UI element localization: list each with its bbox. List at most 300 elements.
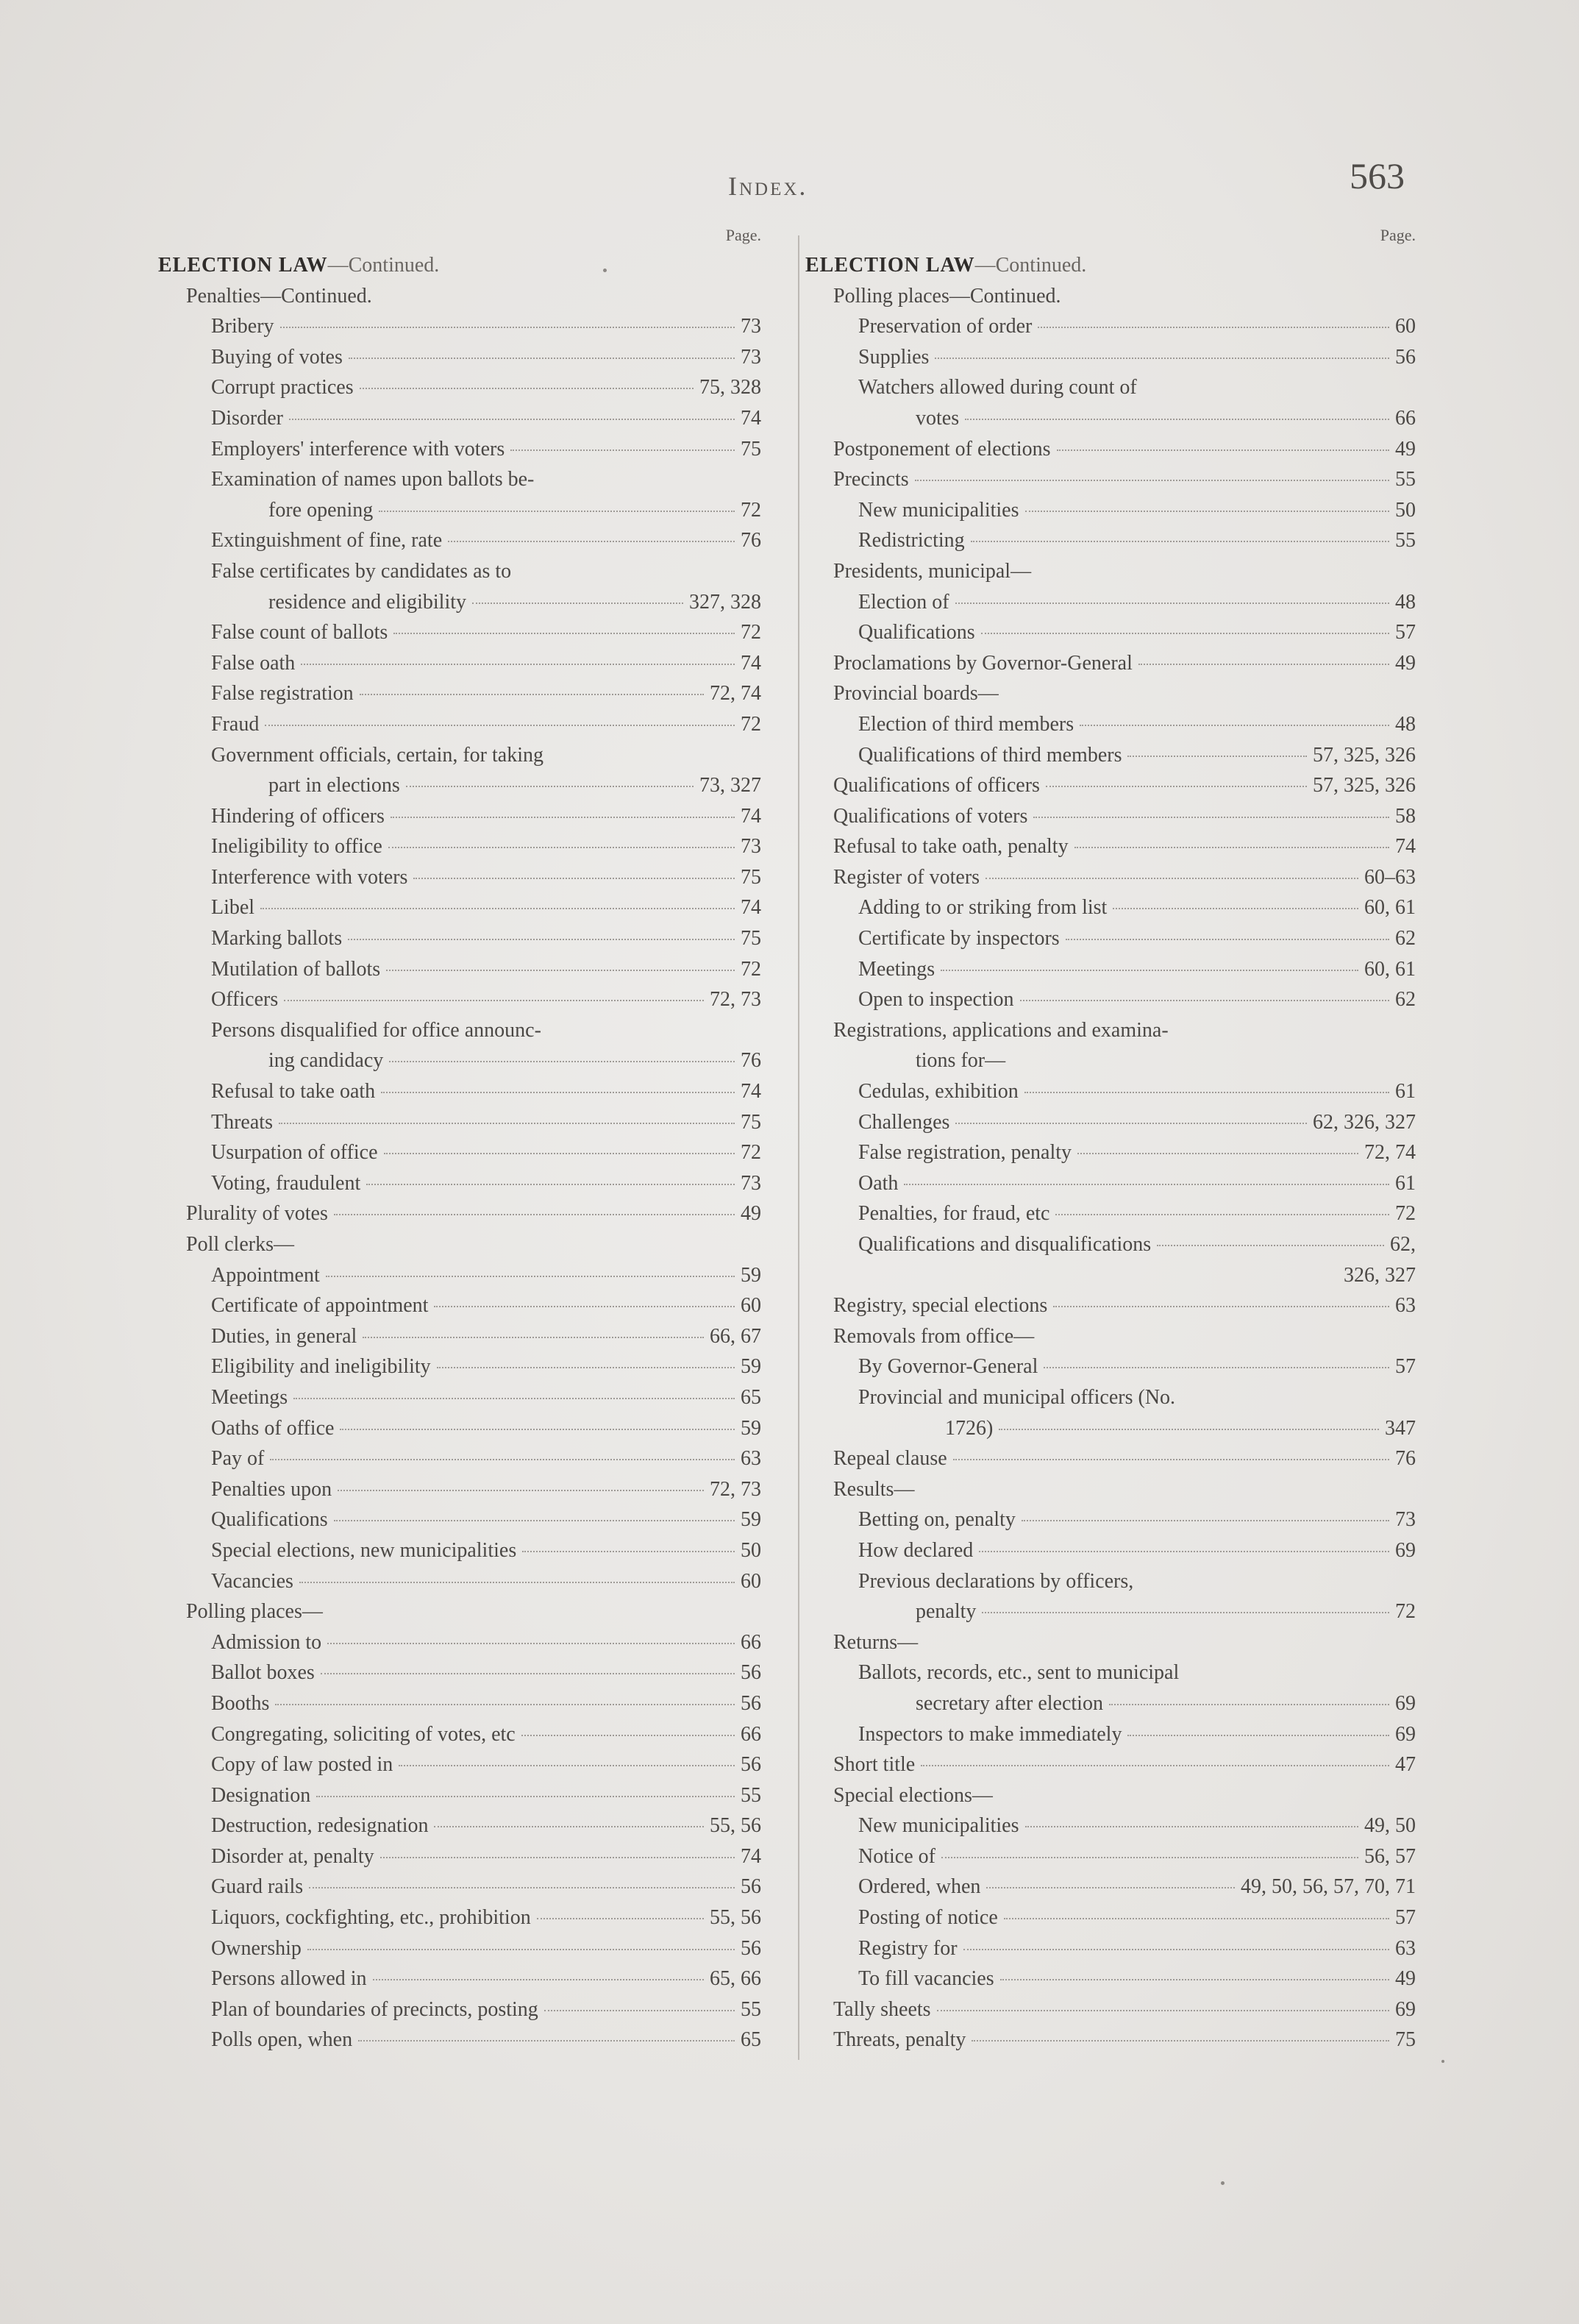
index-entry: [158, 1107, 761, 1138]
index-entry: [805, 801, 1416, 832]
entry-page-ref: 59: [741, 1263, 761, 1287]
entry-page-ref: 63: [1395, 1294, 1416, 1318]
index-entry: [158, 1657, 761, 1688]
dot-leader: [348, 939, 735, 940]
dot-leader: [982, 1612, 1389, 1613]
entry-page-ref: 72, 73: [710, 1477, 761, 1501]
entry-label: Vacancies: [211, 1569, 293, 1593]
page-label-left: Page.: [725, 226, 761, 244]
index-entry: [158, 1474, 761, 1505]
entry-page-ref: 62: [1395, 988, 1416, 1012]
entry-page-ref: 72, 74: [1364, 1141, 1416, 1165]
dot-leader: [434, 1306, 735, 1307]
entry-label: Booths: [211, 1691, 270, 1715]
entry-page-ref: 73: [1395, 1508, 1416, 1532]
entry-page-ref: 69: [1395, 1722, 1416, 1746]
dot-leader: [1066, 939, 1389, 940]
index-entry: [158, 1627, 761, 1658]
dot-leader: [326, 1276, 735, 1277]
paper-speck: [1441, 2060, 1444, 2063]
index-entry: [158, 495, 761, 526]
index-entry-label: Ballots, records, etc., sent to municipal: [858, 1661, 1180, 1685]
entry-label: Refusal to take oath: [211, 1080, 376, 1104]
entry-label: Qualifications of officers: [833, 774, 1040, 797]
entry-page-ref: 56, 57: [1364, 1844, 1416, 1868]
entry-label: Ineligibility to office: [211, 835, 382, 859]
index-entry: [158, 1933, 761, 1964]
entry-label: Admission to: [211, 1630, 322, 1654]
index-entry: [805, 495, 1416, 526]
entry-label: Meetings: [858, 957, 935, 981]
dot-leader: [1138, 664, 1389, 665]
entry-page-ref: 74: [741, 1844, 761, 1868]
entry-label: Designation: [211, 1783, 311, 1807]
entry-page-ref: 76: [741, 1049, 761, 1073]
entry-label: Voting, fraudulent: [211, 1171, 361, 1195]
dot-leader: [307, 1949, 735, 1950]
entry-page-ref: 49: [741, 1202, 761, 1226]
dot-leader: [399, 1765, 735, 1766]
entry-label: Hindering of officers: [211, 804, 385, 828]
index-entry: [158, 801, 761, 832]
dot-leader: [904, 1184, 1389, 1185]
dot-leader: [363, 1337, 704, 1338]
entry-label: Buying of votes: [211, 345, 343, 369]
subheading-registrations-cont: tions for—: [916, 1049, 1006, 1073]
column-divider: [798, 235, 799, 2060]
entry-page-ref: 60: [741, 1569, 761, 1593]
subheading-polling-places-continued: Polling places—Continued.: [833, 284, 1061, 308]
entry-page-ref: 73: [741, 345, 761, 369]
index-entry: [158, 1566, 761, 1597]
entry-label: To fill vacancies: [858, 1967, 994, 1991]
index-entry: [158, 984, 761, 1015]
entry-label: Certificate by inspectors: [858, 927, 1060, 950]
index-entry: [805, 1229, 1416, 1260]
entry-page-ref: 55, 56: [710, 1906, 761, 1930]
dot-leader: [406, 786, 694, 787]
dot-leader: [434, 1826, 704, 1827]
entry-page-ref-cont: 326, 327: [1344, 1263, 1416, 1287]
entry-page-ref: 72, 74: [710, 682, 761, 706]
entry-page-ref: 48: [1395, 712, 1416, 736]
index-entry: [805, 1872, 1416, 1902]
dot-leader: [1025, 1826, 1358, 1827]
entry-label: Destruction, redesignation: [211, 1814, 429, 1838]
index-entry: [805, 1107, 1416, 1138]
index-entry: [805, 311, 1416, 342]
entry-page-ref: 75, 328: [699, 376, 761, 399]
dot-leader: [1127, 756, 1307, 757]
entry-page-ref: 55: [1395, 468, 1416, 491]
dot-leader: [1038, 327, 1389, 328]
dot-leader: [510, 449, 735, 451]
entry-label: Ordered, when: [858, 1875, 981, 1899]
entry-page-ref: 72: [1395, 1600, 1416, 1624]
entry-label: Qualifications of voters: [833, 804, 1028, 828]
entry-label: Registry for: [858, 1936, 958, 1960]
dot-leader: [289, 419, 735, 420]
index-entry: [158, 1168, 761, 1199]
dot-leader: [301, 664, 735, 665]
index-entry: [805, 1535, 1416, 1566]
dot-leader: [338, 1490, 704, 1491]
entry-page-ref: 55: [741, 1783, 761, 1807]
entry-label: Refusal to take oath, penalty: [833, 835, 1069, 859]
dot-leader: [389, 1061, 735, 1062]
entry-label: Election of: [858, 590, 949, 614]
dot-leader: [334, 1214, 735, 1215]
index-entry: [805, 587, 1416, 618]
left-column: [158, 221, 761, 2055]
dot-leader: [971, 541, 1389, 542]
right-column: [805, 221, 1416, 2055]
index-entry: [805, 434, 1416, 465]
entry-label: Corrupt practices: [211, 376, 354, 399]
subheading-penalties: Penalties—Continued.: [186, 284, 372, 308]
entry-page-ref: 55, 56: [710, 1814, 761, 1838]
subheading-poll-clerks: Poll clerks—: [186, 1233, 294, 1256]
dot-leader: [327, 1643, 735, 1644]
dot-leader: [1020, 1000, 1389, 1001]
entry-page-ref: 74: [741, 804, 761, 828]
index-entry: [805, 648, 1416, 679]
dot-leader: [1057, 449, 1389, 451]
entry-label: Posting of notice: [858, 1906, 998, 1930]
index-entry: [805, 617, 1416, 648]
entry-label: Redistricting: [858, 529, 965, 552]
dot-leader: [986, 1887, 1235, 1888]
index-entry: [158, 923, 761, 954]
entry-label: False registration: [211, 682, 354, 706]
entry-page-ref: 74: [741, 1080, 761, 1104]
index-entry: [158, 1045, 761, 1076]
entry-page-ref: 57: [1395, 1355, 1416, 1379]
entry-page-ref: 56: [741, 1661, 761, 1685]
dot-leader: [979, 1551, 1389, 1552]
index-entry: [158, 1443, 761, 1474]
entry-label: Disorder: [211, 406, 283, 430]
index-entry: [158, 1688, 761, 1719]
dot-leader: [965, 419, 1389, 420]
entry-page-ref: 60: [741, 1294, 761, 1318]
subheading-provincial-boards: Provincial boards—: [833, 682, 999, 706]
entry-label: Supplies: [858, 345, 930, 369]
entry-page-ref: 72: [741, 498, 761, 522]
dot-leader: [937, 2010, 1389, 2011]
entry-page-ref: 75: [741, 1110, 761, 1134]
entry-label: Appointment: [211, 1263, 320, 1287]
entry-page-ref: 57: [1395, 621, 1416, 644]
dot-leader: [280, 327, 735, 328]
index-entry: [805, 862, 1416, 893]
entry-label: Oath: [858, 1171, 899, 1195]
index-entry: [158, 1749, 761, 1780]
entry-label: Liquors, cockfighting, etc., prohibition: [211, 1906, 531, 1930]
index-entry: [158, 709, 761, 740]
entry-page-ref: 75: [741, 865, 761, 889]
entry-page-ref: 56: [1395, 345, 1416, 369]
entry-label: Oaths of office: [211, 1416, 335, 1440]
dot-leader: [393, 633, 735, 634]
dot-leader: [1053, 1306, 1389, 1307]
index-entry: [805, 1810, 1416, 1841]
index-entry: [805, 740, 1416, 771]
entry-page-ref: 62,: [1390, 1233, 1416, 1256]
index-entry: [158, 892, 761, 923]
index-entry-label: Previous declarations by officers,: [858, 1569, 1134, 1593]
entry-label: Plurality of votes: [186, 1202, 328, 1226]
entry-page-ref: 60, 61: [1364, 957, 1416, 981]
subheading-polling-places: Polling places—: [186, 1600, 323, 1624]
entry-page-ref: 57, 325, 326: [1313, 774, 1416, 797]
entry-label: Copy of law posted in: [211, 1753, 393, 1777]
entry-label: Penalties upon: [211, 1477, 332, 1501]
entry-page-ref: 56: [741, 1936, 761, 1960]
entry-page-ref: 69: [1395, 1997, 1416, 2021]
dot-leader: [921, 1765, 1389, 1766]
entry-label: part in elections: [268, 774, 400, 797]
index-entry: [158, 1964, 761, 1994]
entry-label: Short title: [833, 1753, 916, 1777]
entry-page-ref: 60–63: [1364, 865, 1416, 889]
entry-label: Adding to or striking from list: [858, 896, 1108, 920]
index-entry: [158, 1321, 761, 1352]
entry-page-ref: 61: [1395, 1171, 1416, 1195]
index-entry: [158, 1504, 761, 1535]
entry-label: Special elections, new municipalities: [211, 1538, 517, 1562]
dot-leader: [391, 817, 735, 818]
entry-page-ref: 63: [741, 1447, 761, 1471]
index-entry: [805, 1964, 1416, 1994]
index-entry: [158, 1137, 761, 1168]
dot-leader: [941, 970, 1358, 971]
index-entry: [158, 403, 761, 434]
entry-label: Polls open, when: [211, 2028, 353, 2052]
dot-leader: [384, 1153, 735, 1154]
subheading-special-elections: Special elections—: [833, 1783, 993, 1807]
entry-page-ref: 57, 325, 326: [1313, 743, 1416, 767]
entry-label: Guard rails: [211, 1875, 304, 1899]
entry-page-ref: 72, 73: [710, 988, 761, 1012]
entry-page-ref: 73, 327: [699, 774, 761, 797]
entry-page-ref: 69: [1395, 1691, 1416, 1715]
index-entry: [158, 770, 761, 801]
subheading-presidents: Presidents, municipal—: [833, 559, 1032, 583]
index-entry: [158, 678, 761, 709]
page-number: 563: [1350, 155, 1405, 196]
heading-continued: —Continued.: [974, 254, 1087, 277]
index-entry: [158, 617, 761, 648]
index-entry: [158, 831, 761, 862]
entry-page-ref: 74: [741, 651, 761, 675]
dot-leader: [935, 358, 1389, 359]
entry-label: False count of ballots: [211, 621, 388, 644]
entry-page-ref: 75: [741, 927, 761, 950]
entry-label: Qualifications and disqualifications: [858, 1233, 1152, 1256]
subheading-returns: Returns—: [833, 1630, 919, 1654]
dot-leader: [334, 1520, 735, 1521]
index-entry: [158, 1382, 761, 1413]
entry-label: Plan of boundaries of precincts, posting: [211, 1997, 538, 2021]
dot-leader: [279, 1123, 735, 1124]
dot-leader: [349, 358, 735, 359]
dot-leader: [972, 2040, 1389, 2042]
paper-speck: [603, 269, 607, 272]
entry-label: Meetings: [211, 1385, 288, 1409]
entry-label: Inspectors to make immediately: [858, 1722, 1122, 1746]
entry-page-ref: 73: [741, 835, 761, 859]
dot-leader: [299, 1582, 735, 1583]
dot-leader: [340, 1429, 735, 1430]
heading-text: ELECTION LAW: [158, 254, 328, 277]
entry-label: Tally sheets: [833, 1997, 931, 2021]
dot-leader: [981, 633, 1389, 634]
subheading-removals: Removals from office—: [833, 1324, 1035, 1348]
dot-leader: [1077, 1153, 1358, 1154]
index-entry: [805, 984, 1416, 1015]
index-entry: [158, 311, 761, 342]
dot-leader: [955, 603, 1389, 604]
section-heading: [158, 250, 761, 281]
entry-label: Mutilation of ballots: [211, 957, 381, 981]
entry-page-ref: 75: [741, 437, 761, 461]
dot-leader: [379, 511, 735, 512]
entry-label: Registry, special elections: [833, 1294, 1048, 1318]
dot-leader: [293, 1398, 735, 1399]
index-entry: [805, 1137, 1416, 1168]
entry-page-ref: 56: [741, 1875, 761, 1899]
index-entry: [158, 1535, 761, 1566]
index-entry: [805, 770, 1416, 801]
entry-label: Officers: [211, 988, 279, 1012]
index-entry: [158, 1260, 761, 1291]
dot-leader: [537, 1918, 704, 1919]
index-entry: [158, 1198, 761, 1229]
dot-leader: [1000, 1979, 1389, 1980]
index-entry: [158, 1719, 761, 1750]
index-entry: [805, 1749, 1416, 1780]
entry-page-ref: 72: [741, 1141, 761, 1165]
entry-page-ref: 69: [1395, 1538, 1416, 1562]
dot-leader: [316, 1796, 735, 1797]
index-entry: [805, 1504, 1416, 1535]
entry-page-ref: 49: [1395, 651, 1416, 675]
entry-label: Eligibility and ineligibility: [211, 1355, 431, 1379]
entry-label: Notice of: [858, 1844, 935, 1868]
index-entry: [805, 1933, 1416, 1964]
entry-page-ref: 63: [1395, 1936, 1416, 1960]
index-entry: [805, 403, 1416, 434]
index-entry: [158, 372, 761, 403]
index-entry-label: Government officials, certain, for taking: [211, 743, 543, 767]
index-entry: [158, 1810, 761, 1841]
entry-label: Register of voters: [833, 865, 980, 889]
entry-page-ref: 58: [1395, 804, 1416, 828]
entry-label: Postponement of elections: [833, 437, 1051, 461]
entry-page-ref: 65: [741, 2028, 761, 2052]
entry-label: Penalties, for fraud, etc: [858, 1202, 1050, 1226]
dot-leader: [321, 1673, 735, 1674]
entry-label: votes: [916, 406, 960, 430]
entry-label: Repeal clause: [833, 1447, 947, 1471]
index-entry: [158, 1902, 761, 1933]
entry-page-ref: 72: [741, 621, 761, 644]
entry-page-ref: 72: [741, 712, 761, 736]
index-entry: [805, 1994, 1416, 2025]
entry-page-ref: 47: [1395, 1753, 1416, 1777]
index-entry: [158, 342, 761, 373]
index-entry: [805, 1841, 1416, 1872]
index-entry-label: Watchers allowed during count of: [858, 376, 1137, 399]
heading-text: ELECTION LAW: [805, 254, 975, 277]
dot-leader: [1044, 1367, 1389, 1368]
index-entry: [158, 587, 761, 618]
entry-page-ref: 49, 50: [1364, 1814, 1416, 1838]
entry-label: Interference with voters: [211, 865, 408, 889]
entry-page-ref: 347: [1385, 1416, 1416, 1440]
entry-label: False oath: [211, 651, 296, 675]
entry-label: Fraud: [211, 712, 260, 736]
entry-label: Qualifications: [211, 1508, 328, 1532]
dot-leader: [1046, 786, 1307, 787]
entry-page-ref: 72: [741, 957, 761, 981]
entry-label: Bribery: [211, 315, 274, 338]
entry-page-ref: 74: [741, 406, 761, 430]
entry-page-ref: 76: [1395, 1447, 1416, 1471]
dot-leader: [1157, 1245, 1384, 1246]
entry-page-ref: 55: [741, 1997, 761, 2021]
dot-leader: [472, 603, 683, 604]
index-entry: [805, 2025, 1416, 2055]
index-entry: [805, 1719, 1416, 1750]
entry-label: Threats: [211, 1110, 273, 1134]
dot-leader: [1025, 511, 1389, 512]
index-entry: [805, 1413, 1416, 1444]
entry-label: Preservation of order: [858, 315, 1033, 338]
dot-leader: [1127, 1735, 1389, 1736]
index-entry: [158, 2025, 761, 2055]
index-entry: [805, 1443, 1416, 1474]
index-entry: [805, 1688, 1416, 1719]
dot-leader: [309, 1887, 735, 1888]
dot-leader: [388, 847, 735, 848]
running-head: Index.: [728, 171, 808, 201]
index-entry: [158, 1290, 761, 1321]
entry-label: fore opening: [268, 498, 374, 522]
index-entry: [805, 1290, 1416, 1321]
index-entry: [158, 954, 761, 985]
entry-label: New municipalities: [858, 1814, 1019, 1838]
dot-leader: [275, 1704, 735, 1705]
entry-page-ref: 66: [1395, 406, 1416, 430]
entry-label: residence and eligibility: [268, 590, 467, 614]
index-entry: [805, 923, 1416, 954]
entry-label: Betting on, penalty: [858, 1508, 1016, 1532]
entry-page-ref: 74: [741, 896, 761, 920]
entry-page-ref: 48: [1395, 590, 1416, 614]
dot-leader: [955, 1123, 1307, 1124]
index-entry: [158, 1841, 761, 1872]
entry-label: Usurpation of office: [211, 1141, 378, 1165]
index-entry: [805, 1076, 1416, 1107]
section-heading: [805, 250, 1416, 281]
heading-continued: —Continued.: [327, 254, 440, 277]
dot-leader: [1113, 908, 1358, 909]
dot-leader: [284, 1000, 704, 1001]
entry-label: secretary after election: [916, 1691, 1103, 1715]
entry-label: Persons allowed in: [211, 1967, 367, 1991]
